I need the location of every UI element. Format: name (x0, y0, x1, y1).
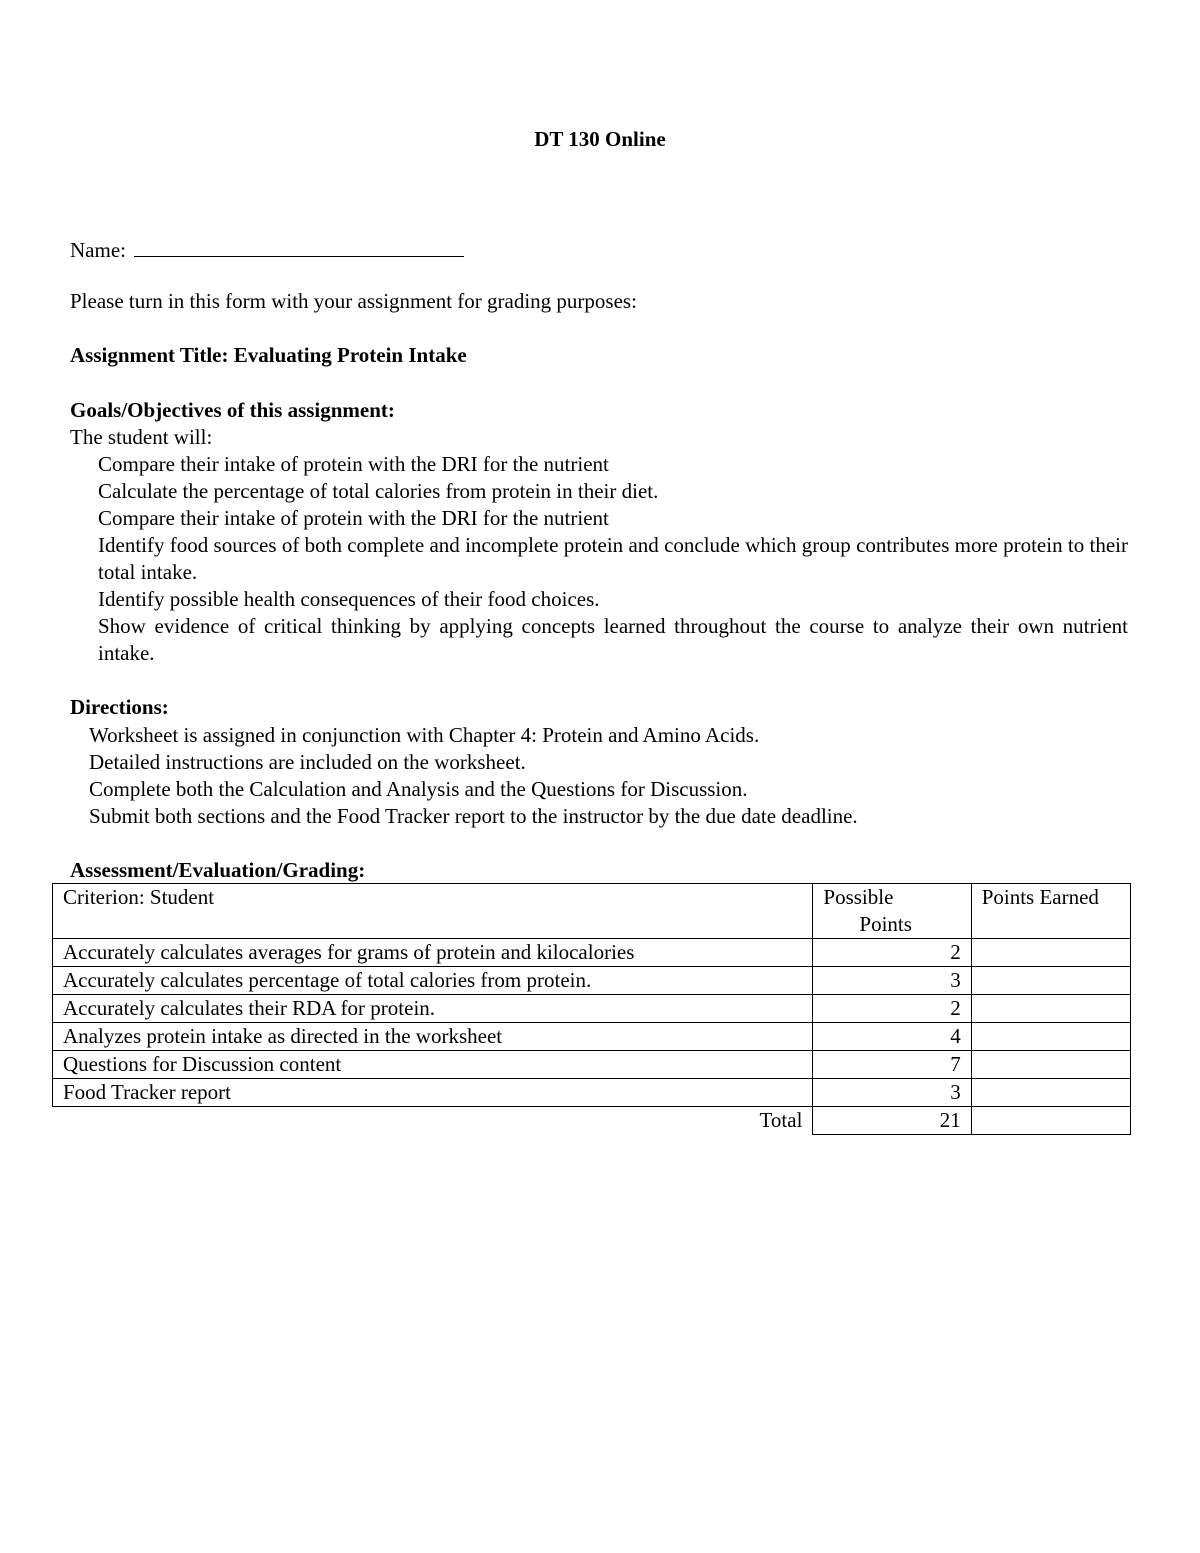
goal-item: Calculate the percentage of total calories from protein in their diet. (98, 479, 659, 503)
name-blank-line[interactable] (134, 234, 464, 257)
total-label: Total (759, 1108, 803, 1132)
direction-item: Complete both the Calculation and Analysis and the Questions for Discussion. (89, 777, 748, 801)
assessment-heading: Assessment/Evaluation/Grading: (70, 858, 366, 882)
points-earned-cell[interactable] (971, 1023, 1130, 1051)
goals-heading: Goals/Objectives of this assignment: (70, 398, 395, 422)
possible-points-header (813, 884, 971, 939)
directions-list (89, 722, 858, 830)
total-row (53, 1107, 1131, 1135)
table-header-row (53, 884, 1131, 939)
possible-header-line2: Points (859, 912, 912, 936)
grading-table (52, 883, 1131, 1135)
name-label: Name: (70, 238, 126, 262)
goal-item: Identify possible health consequences of their food choices. (98, 587, 600, 611)
table-row (53, 1023, 1131, 1051)
table-row (53, 995, 1131, 1023)
total-possible-cell: 21 (813, 1107, 971, 1135)
criterion-cell: Accurately calculates percentage of total calories from protein. (53, 967, 813, 995)
possible-points-cell: 2 (813, 939, 971, 967)
direction-item: Submit both sections and the Food Tracker report to the instructor by the due date deadline. (89, 804, 858, 828)
criterion-header: Criterion: Student (53, 884, 813, 939)
points-earned-cell[interactable] (971, 1079, 1130, 1107)
criterion-cell: Accurately calculates averages for grams of protein and kilocalories (53, 939, 813, 967)
direction-item: Detailed instructions are included on the worksheet. (89, 750, 526, 774)
goal-item: Identify food sources of both complete and incomplete protein and conclude which group contributes more protein to their total intake. (98, 533, 1128, 584)
criterion-cell: Accurately calculates their RDA for protein. (53, 995, 813, 1023)
possible-points-cell: 3 (813, 1079, 971, 1107)
possible-points-cell: 3 (813, 967, 971, 995)
criterion-cell: Food Tracker report (53, 1079, 813, 1107)
possible-points-cell: 4 (813, 1023, 971, 1051)
points-earned-cell[interactable] (971, 1051, 1130, 1079)
direction-item: Worksheet is assigned in conjunction with Chapter 4: Protein and Amino Acids. (89, 723, 760, 747)
goal-item: Show evidence of critical thinking by applying concepts learned throughout the course to analyze their own nutrient intake. (98, 614, 1128, 665)
possible-header-line1: Possible (823, 885, 894, 909)
page-title: DT 130 Online (534, 127, 666, 151)
goals-list (98, 451, 1128, 667)
criterion-cell: Analyzes protein intake as directed in the worksheet (53, 1023, 813, 1051)
instruction-text: Please turn in this form with your assignment for grading purposes: (70, 289, 637, 313)
goals-intro: The student will: (70, 425, 213, 449)
total-earned-cell[interactable] (971, 1107, 1130, 1135)
points-earned-cell[interactable] (971, 995, 1130, 1023)
goal-item: Compare their intake of protein with the DRI for the nutrient (98, 506, 609, 530)
directions-heading: Directions: (70, 695, 169, 719)
possible-points-cell: 2 (813, 995, 971, 1023)
table-row (53, 939, 1131, 967)
criterion-cell: Questions for Discussion content (53, 1051, 813, 1079)
possible-points-cell: 7 (813, 1051, 971, 1079)
points-earned-cell[interactable] (971, 939, 1130, 967)
points-earned-cell[interactable] (971, 967, 1130, 995)
goal-item: Compare their intake of protein with the DRI for the nutrient (98, 452, 609, 476)
assignment-title: Assignment Title: Evaluating Protein Intake (70, 343, 467, 367)
table-row (53, 1051, 1131, 1079)
table-row (53, 1079, 1131, 1107)
name-field-row (70, 234, 464, 264)
table-row (53, 967, 1131, 995)
points-earned-header: Points Earned (971, 884, 1130, 939)
